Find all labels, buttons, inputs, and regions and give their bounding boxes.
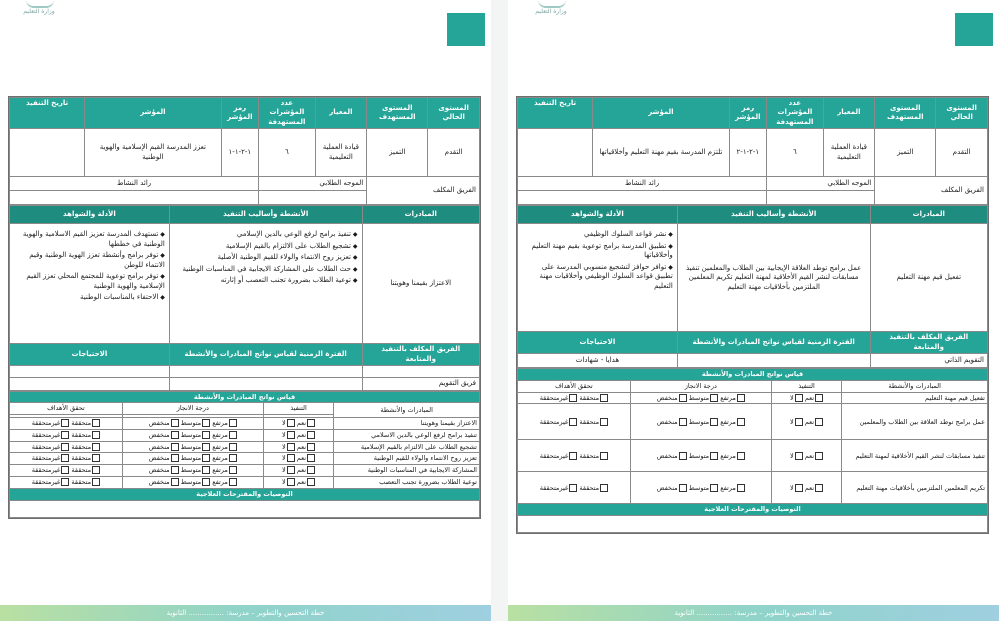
col-indicator: المؤشر [85, 98, 221, 129]
checkbox[interactable] [171, 431, 179, 439]
activities-header: الأنشطة وأساليب التنفيذ [169, 206, 362, 224]
checkbox[interactable] [171, 454, 179, 462]
measure-row: المشاركة الايجابية في المناسبات الوطنية نعم لا مرتفع متوسط منخفض متحققة غيرمتحققة [10, 465, 480, 477]
measure-header: قياس نواتج المبادرات والأنشطة [10, 391, 480, 403]
exec-date-value [10, 129, 85, 177]
checkbox[interactable] [679, 484, 687, 492]
checkbox[interactable] [92, 454, 100, 462]
header-table [517, 97, 988, 205]
indicator-code-value: ١-٢-١-١ [221, 129, 259, 177]
page-footer: خطة التحسين والتطوير – مدرسة: ................ الثانوية [0, 605, 491, 621]
checkbox[interactable] [92, 443, 100, 451]
indicator-code-value: ١-٢-١-٢ [729, 129, 767, 177]
checkbox[interactable] [171, 466, 179, 474]
target-level-value: التميز [367, 129, 428, 177]
checkbox[interactable] [61, 454, 69, 462]
measure-row: الاعتزاز بقيمنا وهويتنا نعم لا مرتفع متوسط منخفض متحققة غيرمتحققة [10, 418, 480, 430]
activity-item: ◆ تعزيز روح الانتماء والولاء للقيم الوطنية الأصلية [174, 253, 358, 262]
current-level-value: التقدم [428, 129, 480, 177]
measure-table [9, 391, 480, 518]
checkbox[interactable] [710, 394, 718, 402]
checkbox[interactable] [795, 418, 803, 426]
checkbox[interactable] [737, 484, 745, 492]
checkbox[interactable] [61, 478, 69, 486]
checkbox[interactable] [815, 418, 823, 426]
checkbox[interactable] [287, 443, 295, 451]
recommendations-body [10, 500, 480, 517]
checkbox[interactable] [229, 478, 237, 486]
activities-list [169, 224, 362, 344]
initiatives-table [9, 205, 480, 390]
checkbox[interactable] [600, 394, 608, 402]
evidence-item: ◆ تطبيق المدرسة برامج توعوية بقيم مهنة التعليم وأخلاقياتها [522, 242, 673, 261]
ministry-logo: وزارة التعليم [8, 0, 70, 20]
checkbox[interactable] [600, 484, 608, 492]
checkbox[interactable] [61, 419, 69, 427]
checkbox[interactable] [287, 478, 295, 486]
plan-sheet-2 [516, 96, 989, 534]
measure-header: قياس نواتج المبادرات والأنشطة [518, 369, 988, 381]
current-level-value: التقدم [936, 129, 988, 177]
checkbox[interactable] [202, 419, 210, 427]
team-followup-value: التقويم الذاتي [870, 354, 988, 368]
checkbox[interactable] [307, 443, 315, 451]
corner-accent [447, 13, 485, 46]
col-standard: المعيار [823, 98, 875, 129]
ministry-logo: وزارة التعليم [520, 0, 582, 20]
col-exec-date: تاريخ التنفيذ [518, 98, 593, 129]
col-indicator-code: رمز المؤشر [221, 98, 259, 129]
activity-item: ◆ تشجيع الطلاب على الالتزام بالقيم الإسلامية [174, 242, 358, 251]
col-exec-date: تاريخ التنفيذ [10, 98, 85, 129]
team-member: الموجه الطلابي [259, 177, 367, 191]
checkbox[interactable] [92, 466, 100, 474]
initiative-value: الاعتزاز بقيمنا وهويتنا [362, 224, 480, 344]
evidence-item: ◆ توفر برامج توعوية للمجتمع المحلي تعزز القيم الإسلامية والهوية الوطنية [14, 272, 165, 291]
evidence-item: ◆ نشر قواعد السلوك الوظيفي [522, 230, 673, 239]
col-indicators-count: عدد المؤشرات المستهدفة [767, 98, 823, 129]
col-standard: المعيار [315, 98, 367, 129]
evidence-header: الأدلة والشواهد [10, 206, 170, 224]
measure-row: تفعيل قيم مهنة التعليم نعم لا مرتفع متوسط منخفض متحققة غيرمتحققة [518, 392, 988, 404]
checkbox[interactable] [287, 454, 295, 462]
checkbox[interactable] [600, 452, 608, 460]
page-footer: خطة التحسين والتطوير – مدرسة: ................ الثانوية [508, 605, 999, 621]
evidence-item: ◆ الاحتفاء بالمناسبات الوطنية [14, 293, 165, 302]
checkbox[interactable] [307, 419, 315, 427]
evidence-list [10, 224, 170, 344]
needs-value: هدايا - شهادات [518, 354, 678, 368]
col-target-level: المستوى المستهدف [875, 98, 936, 129]
checkbox[interactable] [679, 452, 687, 460]
measure-table [517, 368, 988, 533]
team-followup-header: الفريق المكلف بالتنفيذ والمتابعة [870, 332, 988, 354]
m-goals-header: تحقق الأهداف [10, 403, 123, 415]
checkbox[interactable] [92, 431, 100, 439]
checkbox[interactable] [569, 418, 577, 426]
checkbox[interactable] [61, 443, 69, 451]
m-degree-header: درجة الانجاز [122, 403, 263, 415]
timeframe-header: الفترة الزمنية لقياس نواتج المبادرات والأنشطة [169, 344, 362, 366]
checkbox[interactable] [710, 418, 718, 426]
activity-item: ◆ حث الطلاب على المشاركة الايجابية في المناسبات الوطنية [174, 265, 358, 274]
checkbox[interactable] [61, 431, 69, 439]
checkbox[interactable] [202, 478, 210, 486]
activities-text: عمل برامج توطد العلاقة الإيجابية بين الطلاب والمعلمين تنفيذ مسابقات لنشر القيم الأخلاقية لمهنة التعليم تكريم المعلمين الملتزمين بأخلاقيات مهنة التعليم [677, 224, 870, 332]
checkbox[interactable] [795, 484, 803, 492]
document-page-2 [508, 0, 999, 621]
col-target-level: المستوى المستهدف [367, 98, 428, 129]
initiatives-header: المبادرات [362, 206, 480, 224]
checkbox[interactable] [92, 419, 100, 427]
checkbox[interactable] [229, 454, 237, 462]
corner-accent [955, 13, 993, 46]
checkbox[interactable] [202, 431, 210, 439]
checkbox[interactable] [171, 419, 179, 427]
checkbox[interactable] [737, 418, 745, 426]
checkbox[interactable] [287, 419, 295, 427]
checkbox[interactable] [229, 419, 237, 427]
col-indicator-code: رمز المؤشر [729, 98, 767, 129]
checkbox[interactable] [307, 478, 315, 486]
checkbox[interactable] [229, 443, 237, 451]
activity-item: ◆ توعية الطلاب بضرورة تجنب التعصب أو إثارته [174, 276, 358, 285]
exec-date-value [518, 129, 593, 177]
recommendations-header: التوصيات والمقترحات العلاجية [10, 488, 480, 500]
m-initiatives-header: المبادرات والأنشطة [842, 380, 988, 392]
evidence-item: ◆ توفر برامج وأنشطة تعزز الهوية الوطنية وقيم الانتماء للوطن [14, 251, 165, 270]
checkbox[interactable] [307, 454, 315, 462]
checkbox[interactable] [202, 443, 210, 451]
checkbox[interactable] [569, 484, 577, 492]
m-exec-header: التنفيذ [771, 380, 842, 392]
checkbox[interactable] [710, 452, 718, 460]
checkbox[interactable] [795, 394, 803, 402]
recommendations-body [518, 516, 988, 533]
team-followup-value: فريق التقويم [362, 378, 480, 390]
checkbox[interactable] [737, 394, 745, 402]
checkbox[interactable] [710, 484, 718, 492]
plan-sheet-1 [8, 96, 481, 519]
evidence-item: ◆ تستهدف المدرسة تعزيز القيم الاسلامية والهوية الوطنية في خططها [14, 230, 165, 249]
indicator-value: تلتزم المدرسة بقيم مهنة التعليم وأخلاقياتها [593, 129, 729, 177]
team-member: الموجه الطلابي [767, 177, 875, 191]
timeframe-header: الفترة الزمنية لقياس نواتج المبادرات والأنشطة [677, 332, 870, 354]
checkbox[interactable] [600, 418, 608, 426]
team-label: الفريق المكلف [367, 177, 480, 205]
checkbox[interactable] [679, 418, 687, 426]
checkbox[interactable] [202, 454, 210, 462]
initiative-value: تفعيل قيم مهنة التعليم [870, 224, 988, 332]
indicators-count-value: ٦ [259, 129, 315, 177]
checkbox[interactable] [61, 466, 69, 474]
col-current-level: المستوى الحالي [428, 98, 480, 129]
team-member: رائد النشاط [10, 177, 259, 191]
indicator-value: تعزز المدرسة القيم الإسلامية والهوية الوطنية [85, 129, 221, 177]
col-indicators-count: عدد المؤشرات المستهدفة [259, 98, 315, 129]
m-exec-header: التنفيذ [263, 403, 334, 415]
document-page-1 [0, 0, 491, 621]
measure-row: تعزيز روح الانتماء والولاء للقيم الوطنية نعم لا مرتفع متوسط منخفض متحققة غيرمتحققة [10, 453, 480, 465]
m-goals-header: تحقق الأهداف [518, 380, 631, 392]
measure-row: توعية الطلاب بضرورة تجنب التعصب نعم لا مرتفع متوسط منخفض متحققة غيرمتحققة [10, 476, 480, 488]
indicators-count-value: ٦ [767, 129, 823, 177]
checkbox[interactable] [815, 394, 823, 402]
checkbox[interactable] [815, 452, 823, 460]
checkbox[interactable] [795, 452, 803, 460]
team-followup-header: الفريق المكلف بالتنفيذ والمتابعة [362, 344, 480, 366]
measure-row: تكريم المعلمين الملتزمين بأخلاقيات مهنة التعليم نعم لا مرتفع متوسط منخفض متحققة غيرمتحققة [518, 472, 988, 504]
activities-header: الأنشطة وأساليب التنفيذ [677, 206, 870, 224]
m-degree-header: درجة الانجاز [630, 380, 771, 392]
checkbox[interactable] [171, 443, 179, 451]
evidence-list [518, 224, 678, 332]
checkbox[interactable] [229, 466, 237, 474]
standard-value: قيادة العملية التعليمية [823, 129, 875, 177]
m-initiatives-header: المبادرات والأنشطة [334, 403, 480, 418]
evidence-header: الأدلة والشواهد [518, 206, 678, 224]
initiatives-table [517, 205, 988, 368]
activity-item: ◆ تنفيذ برامج لرفع الوعي بالدين الإسلامي [174, 230, 358, 239]
checkbox[interactable] [171, 478, 179, 486]
col-indicator: المؤشر [593, 98, 729, 129]
recommendations-header: التوصيات والمقترحات العلاجية [518, 504, 988, 516]
checkbox[interactable] [202, 466, 210, 474]
needs-header: الاحتياجات [518, 332, 678, 354]
checkbox[interactable] [569, 394, 577, 402]
header-table [9, 97, 480, 205]
page-gap [491, 0, 508, 621]
checkbox[interactable] [307, 466, 315, 474]
checkbox[interactable] [287, 431, 295, 439]
measure-row: عمل برامج توطد العلاقة بين الطلاب والمعلمين نعم لا مرتفع متوسط منخفض متحققة غيرمتحققة [518, 404, 988, 440]
checkbox[interactable] [569, 452, 577, 460]
evidence-item: ◆ توافر حوافز لتشجيع منسوبي المدرسة على تطبيق قواعد السلوك الوظيفي وأخلاقيات مهنة التعليم [522, 263, 673, 291]
checkbox[interactable] [92, 478, 100, 486]
team-label: الفريق المكلف [875, 177, 988, 205]
col-current-level: المستوى الحالي [936, 98, 988, 129]
checkbox[interactable] [229, 431, 237, 439]
team-member: رائد النشاط [518, 177, 767, 191]
checkbox[interactable] [815, 484, 823, 492]
standard-value: قيادة العملية التعليمية [315, 129, 367, 177]
checkbox[interactable] [307, 431, 315, 439]
checkbox[interactable] [737, 452, 745, 460]
measure-row: تنفيذ مسابقات لنشر القيم الأخلاقية لمهنة التعليم نعم لا مرتفع متوسط منخفض متحققة غيرمتحققة [518, 440, 988, 472]
measure-row: تنفيذ برامج لرفع الوعي بالدين الاسلامي نعم لا مرتفع متوسط منخفض متحققة غيرمتحققة [10, 429, 480, 441]
target-level-value: التميز [875, 129, 936, 177]
checkbox[interactable] [679, 394, 687, 402]
checkbox[interactable] [287, 466, 295, 474]
needs-header: الاحتياجات [10, 344, 170, 366]
initiatives-header: المبادرات [870, 206, 988, 224]
measure-row: تشجيع الطلاب على الالتزام بالقيم الإسلامية نعم لا مرتفع متوسط منخفض متحققة غيرمتحققة [10, 441, 480, 453]
